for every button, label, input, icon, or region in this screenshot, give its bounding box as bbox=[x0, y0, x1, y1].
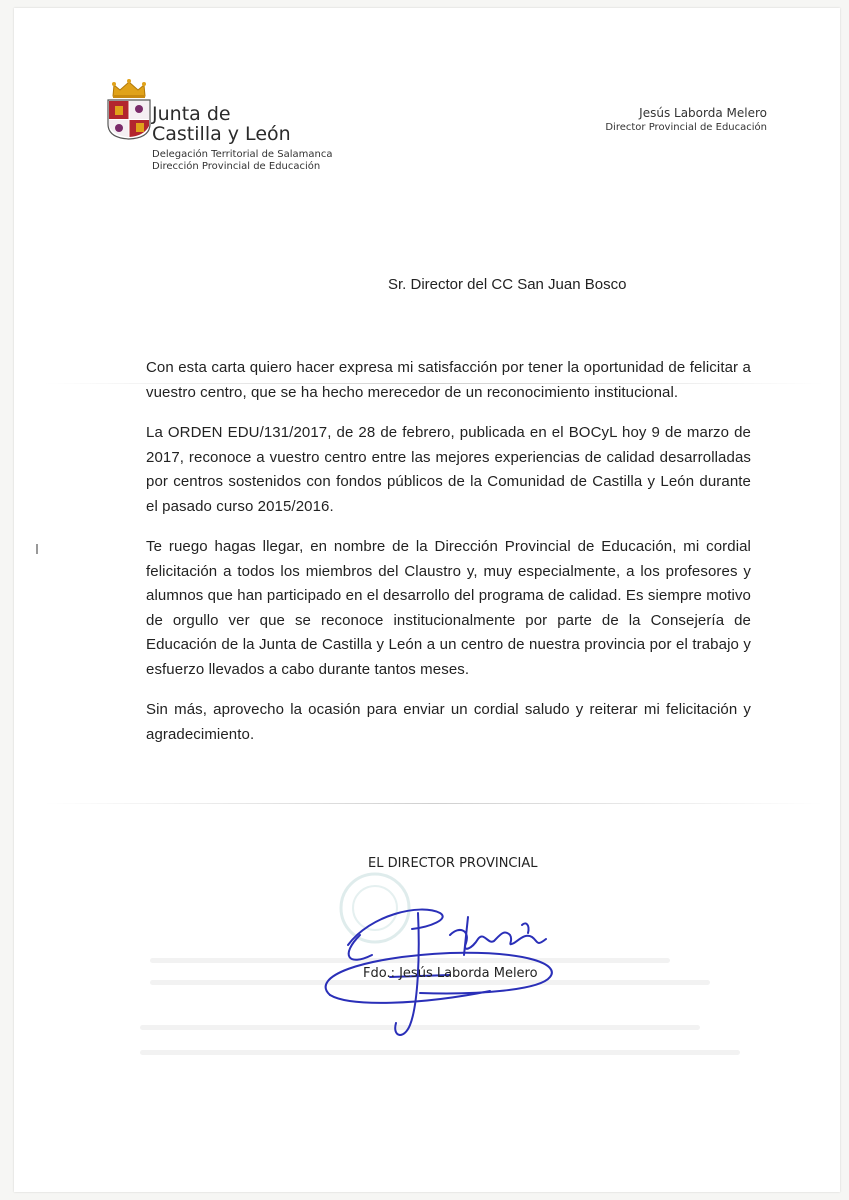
institution-name bbox=[152, 104, 291, 144]
crown-icon bbox=[112, 79, 146, 98]
signature-title: EL DIRECTOR PROVINCIAL bbox=[368, 856, 538, 871]
department-line2: Dirección Provincial de Educación bbox=[152, 161, 321, 172]
sender-block bbox=[605, 105, 767, 135]
paragraph: La ORDEN EDU/131/2017, de 28 de febrero, publicada en el BOCyL hoy 9 de marzo de 2017, reconoce a vuestro centro entre las mejores experiencias de calidad desarrolladas por centros sostenidos con fondos públicos de la Comunidad de Castilla y León durante el pasado curso 2015/2016. bbox=[146, 424, 751, 515]
coat-of-arms-logo bbox=[106, 76, 152, 140]
paragraph: Te ruego hagas llegar, en nombre de la Dirección Provincial de Educación, mi cordial felicitación a todos los miembros del Claustro y, muy especialmente, a los profesores y alumnos que han participado en el desarrollo del programa de calidad. Es siempre motivo de orgullo ver que se reconoce institucionalmente por parte de la Consejería de Educación de la Junta de Castilla y León a un centro de nuestra provincia por el trabajo y esfuerzo llevados a cabo durante tantos meses. bbox=[146, 538, 751, 678]
sender-name: Jesús Laborda Melero bbox=[639, 106, 767, 120]
institution-department bbox=[152, 149, 332, 173]
signed-by: Fdo.: Jesús Laborda Melero bbox=[363, 966, 538, 981]
institution-name-line2: Castilla y León bbox=[152, 123, 291, 145]
paragraph: Con esta carta quiero hacer expresa mi satisfacción por tener la oportunidad de felicitar a vuestro centro, que se ha hecho merecedor de un reconocimiento institucional. bbox=[146, 359, 751, 401]
paragraph: Sin más, aprovecho la ocasión para enviar un cordial saludo y reiterar mi felicitación y agradecimiento. bbox=[146, 701, 751, 743]
sender-role: Director Provincial de Educación bbox=[605, 122, 767, 133]
scan-mark bbox=[36, 544, 38, 554]
shield-icon bbox=[108, 100, 150, 139]
department-line1: Delegación Territorial de Salamanca bbox=[152, 149, 333, 160]
fold-line bbox=[44, 803, 824, 804]
institution-name-line1: Junta de bbox=[152, 103, 231, 125]
show-through-line bbox=[140, 1050, 740, 1055]
addressee: Sr. Director del CC San Juan Bosco bbox=[388, 276, 627, 293]
letter-body bbox=[146, 356, 751, 763]
